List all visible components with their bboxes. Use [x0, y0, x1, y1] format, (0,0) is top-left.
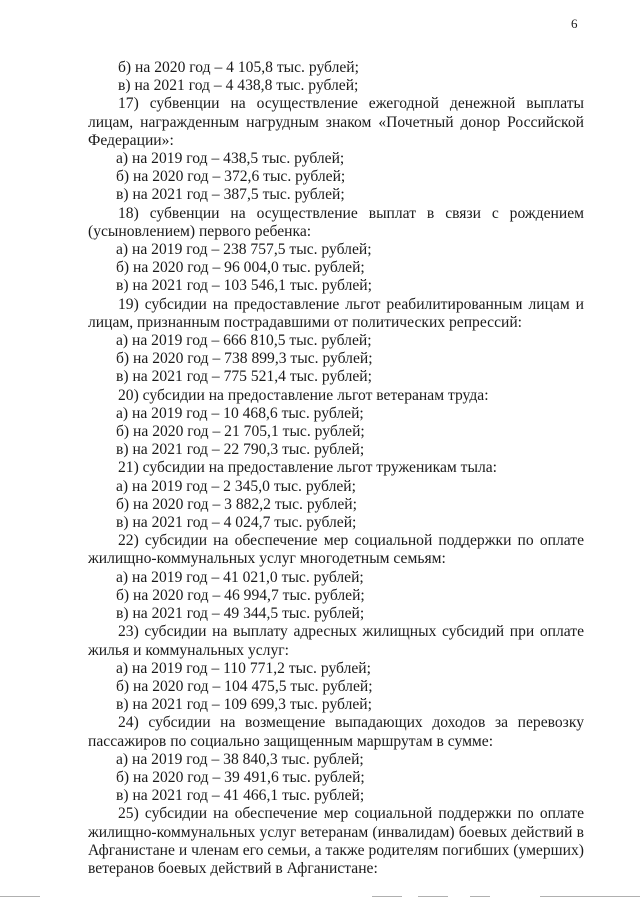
text-line: 24) субсидии на возмещение выпадающих доходов за перевозку: [118, 714, 584, 732]
text-line: в) на 2021 год – 387,5 тыс. рублей;: [116, 186, 345, 204]
text-line: лицам, награжденным нагрудным знаком «Почетный донор Российской: [88, 113, 584, 131]
text-line: б) на 2020 год – 3 882,2 тыс. рублей;: [116, 495, 357, 513]
text-line: 20) субсидии на предоставление льгот ветеранам труда:: [118, 386, 489, 404]
scan-edge-mark: [418, 896, 448, 897]
text-line: б) на 2020 год – 39 491,6 тыс. рублей;: [116, 768, 365, 786]
text-line: 22) субсидии на обеспечение мер социальной поддержки по оплате: [118, 532, 584, 550]
text-line: лицам, признанным пострадавшими от политических репрессий:: [88, 313, 523, 331]
text-line: б) на 2020 год – 372,6 тыс. рублей;: [116, 168, 346, 186]
text-line: в) на 2021 год – 103 546,1 тыс. рублей;: [116, 277, 372, 295]
scan-edge-mark: [372, 896, 402, 897]
text-line: в) на 2021 год – 41 466,1 тыс. рублей;: [116, 787, 365, 805]
scan-edge-mark: [470, 896, 490, 897]
text-line: 21) субсидии на предоставление льгот труженикам тыла:: [118, 459, 498, 477]
text-line: в) на 2021 год – 109 699,3 тыс. рублей;: [116, 696, 372, 714]
text-line: в) на 2021 год – 4 438,8 тыс. рублей;: [118, 77, 359, 95]
text-line: б) на 2020 год – 104 475,5 тыс. рублей;: [116, 677, 373, 695]
text-line: б) на 2020 год – 96 004,0 тыс. рублей;: [116, 259, 365, 277]
text-line: жилья и коммунальных услуг:: [88, 641, 289, 659]
text-line: Федерации»:: [88, 131, 174, 149]
text-line: б) на 2020 год – 46 994,7 тыс. рублей;: [116, 586, 365, 604]
page-number: 6: [571, 16, 578, 31]
text-line: пассажиров по социально защищенным маршрутам в сумме:: [88, 732, 494, 750]
text-line: а) на 2019 год – 38 840,3 тыс. рублей;: [116, 750, 364, 768]
text-line: а) на 2019 год – 10 468,6 тыс. рублей;: [116, 404, 364, 422]
text-line: в) на 2021 год – 775 521,4 тыс. рублей;: [116, 368, 372, 386]
text-line: б) на 2020 год – 4 105,8 тыс. рублей;: [118, 59, 359, 76]
text-line: а) на 2019 год – 110 771,2 тыс. рублей;: [116, 659, 371, 677]
text-line: 25) субсидии на обеспечение мер социальной поддержки по оплате: [118, 805, 584, 823]
text-line: а) на 2019 год – 438,5 тыс. рублей;: [116, 150, 345, 168]
text-line: (усыновлением) первого ребенка:: [88, 222, 312, 240]
scan-edge-mark: [540, 896, 640, 897]
text-line: жилищно-коммунальных услуг ветеранам (инвалидам) боевых действий в: [88, 823, 584, 841]
scan-edge-mark: [0, 896, 40, 897]
text-line: в) на 2021 год – 22 790,3 тыс. рублей;: [116, 441, 365, 459]
text-line: а) на 2019 год – 238 757,5 тыс. рублей;: [116, 241, 372, 259]
text-line: б) на 2020 год – 21 705,1 тыс. рублей;: [116, 423, 365, 441]
text-line: а) на 2019 год – 666 810,5 тыс. рублей;: [116, 332, 372, 350]
document-body: [88, 59, 584, 878]
text-line: а) на 2019 год – 2 345,0 тыс. рублей;: [116, 477, 356, 495]
text-line: в) на 2021 год – 4 024,7 тыс. рублей;: [116, 514, 357, 532]
text-line: Афганистане и членам его семьи, а также родителям погибших (умерших): [88, 841, 584, 859]
text-line: в) на 2021 год – 49 344,5 тыс. рублей;: [116, 605, 365, 623]
text-line: 19) субсидии на предоставление льгот реабилитированным лицам и: [118, 295, 584, 313]
text-line: ветеранов боевых действий в Афганистане:: [88, 859, 378, 877]
text-line: а) на 2019 год – 41 021,0 тыс. рублей;: [116, 568, 364, 586]
text-line: 18) субвенции на осуществление выплат в связи с рождением: [118, 204, 584, 222]
text-line: жилищно-коммунальных услуг многодетным семьям:: [88, 550, 446, 568]
text-line: 17) субвенции на осуществление ежегодной денежной выплаты: [118, 95, 584, 113]
text-line: 23) субсидии на выплату адресных жилищных субсидий при оплате: [118, 623, 584, 641]
text-line: б) на 2020 год – 738 899,3 тыс. рублей;: [116, 350, 373, 368]
